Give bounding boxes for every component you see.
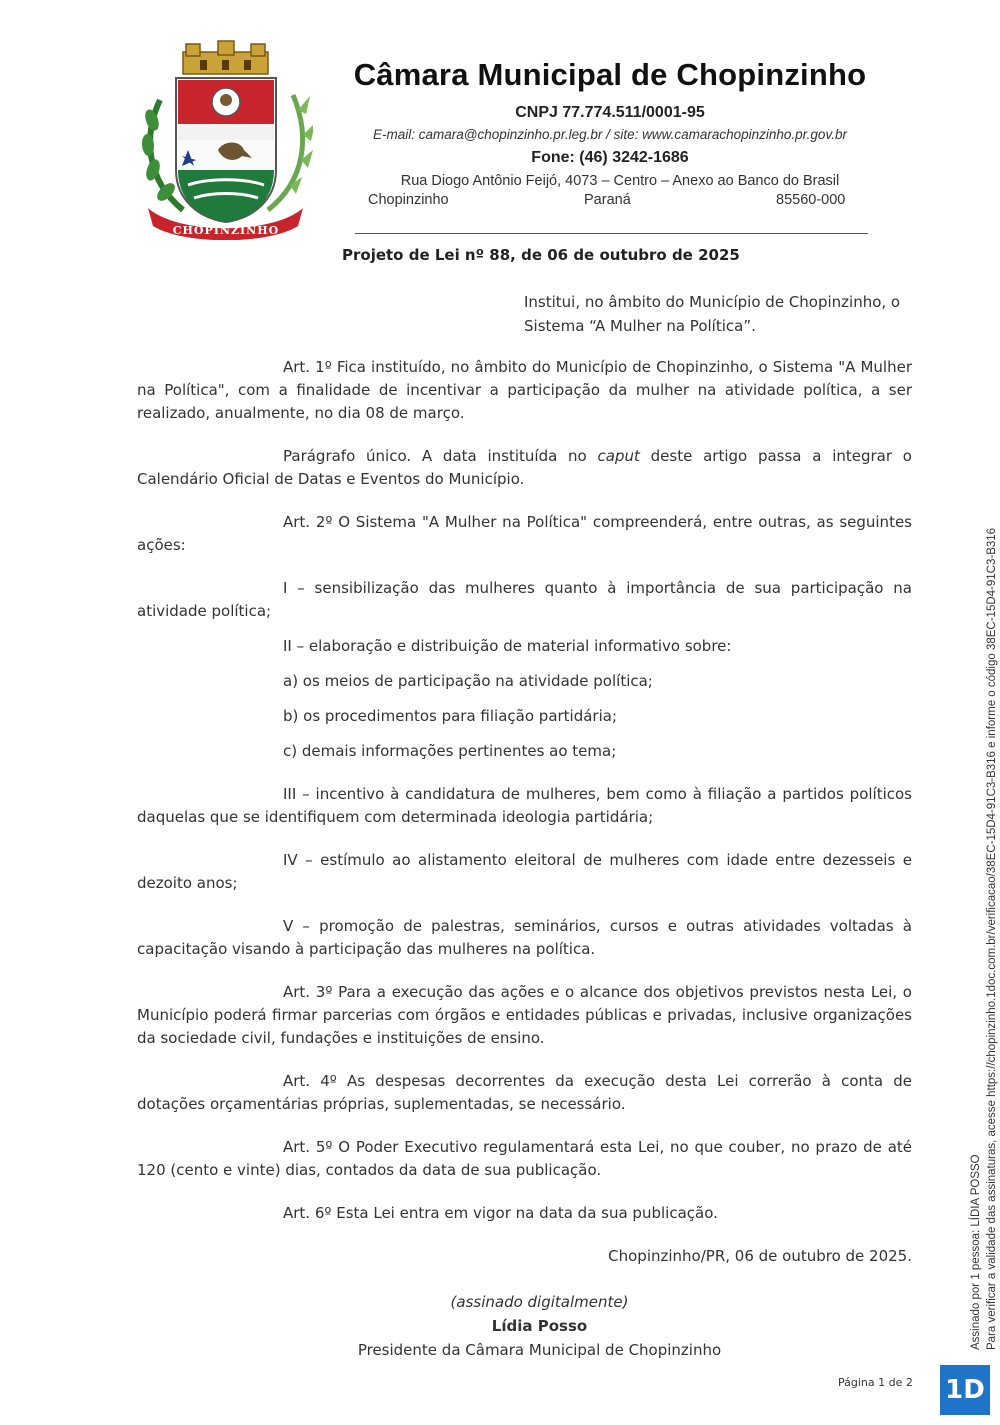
sub-item-c: c) demais informações pertinentes ao tema; <box>283 742 617 760</box>
mural-crown-icon <box>183 41 268 74</box>
stamp-signed-by: Assinado por 1 pessoa: LÍDIA POSSO <box>970 1154 982 1350</box>
item-v: V – promoção de palestras, seminários, cursos e outras atividades voltadas à capacitação visando à participação das mulheres na política. <box>137 917 912 958</box>
state-name: Paraná <box>584 192 631 208</box>
sole-paragraph-text-b: deste artigo passa a integrar o Calendário Oficial de Datas e Eventos do Município. <box>137 447 912 488</box>
city-name: Chopinzinho <box>368 192 449 208</box>
signer-name: Lídia Posso <box>491 1317 588 1335</box>
sole-paragraph <box>137 445 912 491</box>
header-divider <box>355 233 868 234</box>
item-i: I – sensibilização das mulheres quanto à importância de sua participação na atividade política; <box>137 579 912 620</box>
signature-verification-stamp <box>968 390 1000 1350</box>
page-number: Página 1 de 2 <box>838 1376 913 1389</box>
cnpj-line: CNPJ 77.774.511/0001-95 <box>515 104 705 121</box>
signed-note: (assinado digitalmente) <box>450 1293 629 1311</box>
item-iii: III – incentivo à candidatura de mulheres, bem como à filiação a partidos políticos daquelas que se identifiquem com determinada ideologia partidária; <box>137 785 912 826</box>
phone-line: Fone: (46) 3242-1686 <box>531 149 689 166</box>
bill-body <box>137 356 912 1362</box>
caput-term: caput <box>597 447 640 465</box>
municipal-crest-logo <box>138 40 313 240</box>
place-date: Chopinzinho/PR, 06 de outubro de 2025. <box>608 1247 912 1265</box>
article-5: Art. 5º O Poder Executivo regulamentará esta Lei, no que couber, no prazo de até 120 (cento e vinte) dias, contados da data de sua publicação. <box>137 1138 912 1179</box>
item-ii: II – elaboração e distribuição de material informativo sobre: <box>283 637 732 655</box>
cep: 85560-000 <box>776 192 846 208</box>
article-6: Art. 6º Esta Lei entra em vigor na data da sua publicação. <box>283 1204 718 1222</box>
sub-item-b: b) os procedimentos para filiação partidária; <box>283 707 618 725</box>
stamp-verify-link[interactable]: Para verificar a validade das assinaturas, acesse https://chopinzinho.1doc.com.br/verificacao/38EC-15D4-91C3-B316 e informe o código 38EC-15D4-91C3-B316 <box>986 527 998 1350</box>
article-1: Art. 1º Fica instituído, no âmbito do Município de Chopinzinho, o Sistema "A Mulher na Política", com a finalidade de incentivar a participação da mulher na atividade política, a ser realizado, anualmente, no dia 08 de março. <box>137 358 912 422</box>
signature-block <box>167 1290 912 1362</box>
bill-ementa: Institui, no âmbito do Município de Chopinzinho, o Sistema “A Mulher na Política”. <box>524 293 901 335</box>
article-4: Art. 4º As despesas decorrentes da execução desta Lei correrão à conta de dotações orçamentárias próprias, suplementadas, se necessário. <box>137 1072 912 1113</box>
1doc-logo: 1D <box>940 1365 990 1415</box>
crest-banner-text: CHOPINZINHO <box>172 224 280 237</box>
letterhead <box>320 56 900 214</box>
address-line: Rua Diogo Antônio Feijó, 4073 – Centro – Anexo ao Banco do Brasil <box>400 173 840 189</box>
signer-role: Presidente da Câmara Municipal de Chopinzinho <box>357 1341 722 1359</box>
sub-item-a: a) os meios de participação na atividade política; <box>283 672 653 690</box>
org-title: Câmara Municipal de Chopinzinho <box>353 57 867 92</box>
bill-title: Projeto de Lei nº 88, de 06 de outubro de 2025 <box>342 246 740 264</box>
item-iv: IV – estímulo ao alistamento eleitoral de mulheres com idade entre dezesseis e dezoito anos; <box>137 851 912 892</box>
article-3: Art. 3º Para a execução das ações e o alcance dos objetivos previstos nesta Lei, o Município poderá firmar parcerias com órgãos e entidades públicas e privadas, inclusive organizações da sociedade civil, fundações e instituições de ensino. <box>137 983 912 1047</box>
article-2: Art. 2º O Sistema "A Mulher na Política" compreenderá, entre outras, as seguintes ações: <box>137 513 912 554</box>
contact-line: E-mail: camara@chopinzinho.pr.leg.br / site: www.camarachopinzinho.pr.gov.br <box>373 127 847 142</box>
sole-paragraph-text-a: Parágrafo único. A data instituída no <box>283 447 598 465</box>
city-line <box>368 192 858 214</box>
